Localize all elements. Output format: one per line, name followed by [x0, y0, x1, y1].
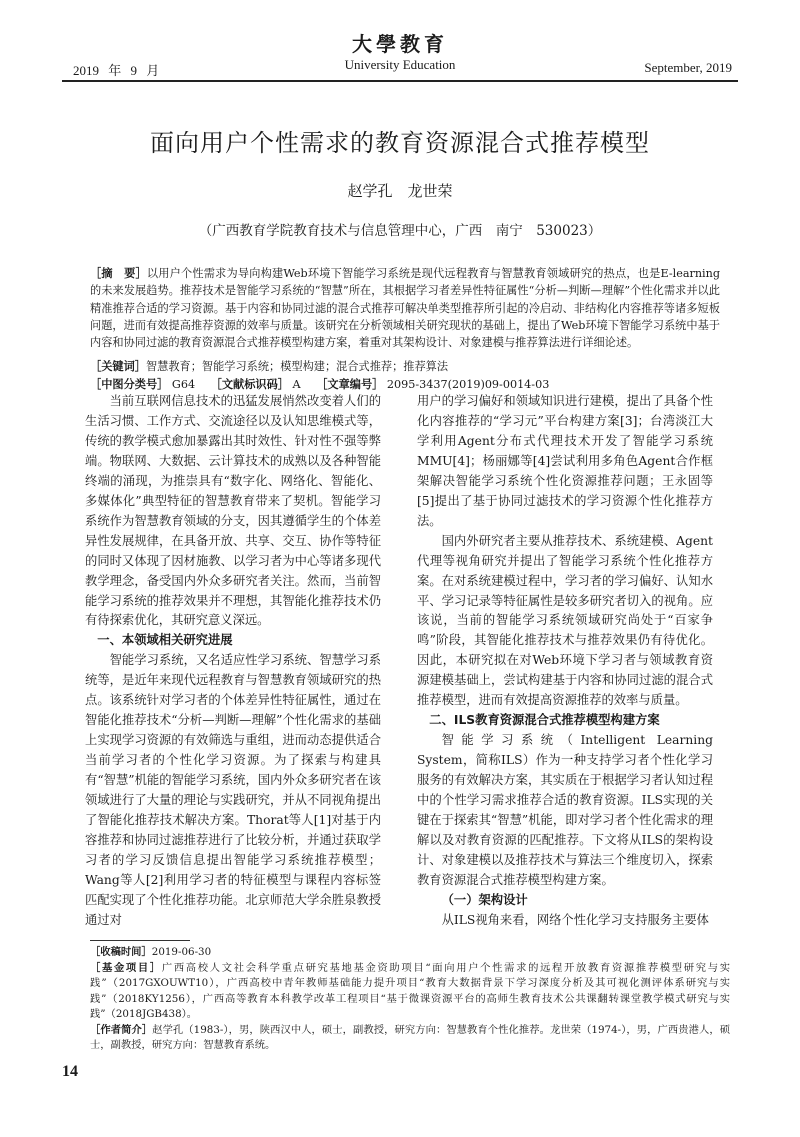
page-number: 14: [62, 1063, 78, 1080]
subsection-heading: （一）架构设计: [441, 892, 528, 907]
article-title: 面向用户个性需求的教育资源混合式推荐模型: [150, 129, 650, 157]
paragraph: 国内外研究者主要从推荐技术、系统建模、Agent代理等视角研究并提出了智能学习系统个性化推荐方案。在对系统建模过程中，学习者的学习偏好、认知水平、学习记录等特征属性是较多研究者切入的视角。应该说，当前的智能学习系统领域研究尚处于“百家争鸣”阶段，其智能化推荐技术与推荐效果仍有待优化。因此，本研究拟在对Web环境下学习者与领域教育资源建模基础上，尝试构建基于内容和协同过滤的混合式推荐模型，进而有效提高资源推荐的效率与质量。: [417, 533, 713, 708]
paragraph: 当前互联网信息技术的迅猛发展悄然改变着人们的生活习惯、工作方式、交流途径以及认知思维模式等，传统的教学模式愈加暴露出其时效性、针对性不强等弊端。物联网、大数据、云计算技术的成熟以及各种智能终端的涌现，为推崇具有“数字化、网络化、智能化、多媒体化”典型特征的智慧教育带来了契机。智能学习系统作为智慧教育领域的分支，因其遵循学生的个体差异性发展规律，在具备开放、共享、交互、协作等特征的同时又体现了因材施教、以学习者为中心等诸多现代教学理念，备受国内外众多研究者关注。然而，当前智能学习系统的推荐效果并不理想，其智能化推荐技术仍有待探索优化，其研究意义深远。: [85, 394, 381, 628]
abstract-text: 以用户个性需求为导向构建Web环境下智能学习系统是现代远程教育与智慧教育领域研究的热点，也是E-learning的未来发展趋势。推荐技术是智能学习系统的“智慧”所在，其根据学习者差异性特征属性“分析—判断—理解”个性化需求并以此精准推荐合适的学习资源。基于内容和协同过滤的混合式推荐可解决单类型推荐所引起的冷启动、非结构化内容推荐等诸多短板问题，进而有效提高推荐资源的效率与质量。该研究在分析领域相关研究现状的基础上，提出了Web环境下智能学习系统中基于内容和协同过滤的教育资源混合式推荐模型构建方案，着重对其架构设计、对象建模与推荐算法进行详细论述。: [90, 267, 720, 350]
doccode-label: ［文献标识码］: [210, 378, 289, 391]
articleno-label: ［文章编号］: [316, 378, 384, 391]
abstract-label: ［摘 要］: [90, 267, 147, 280]
paragraph: 从ILS视角来看，网络个性化学习支持服务主要体: [441, 912, 709, 927]
keywords-label: ［关键词］: [90, 360, 146, 373]
journal-logo: 大學教育: [352, 32, 448, 56]
journal-english-name: University Education: [344, 57, 456, 72]
paragraph: 用户的学习偏好和领域知识进行建模，提出了具备个性化内容推荐的“学习元”平台构建方案[3]；台湾淡江大学利用Agent分布式代理技术开发了智能学习系统MMU[4]；杨丽娜等[4]尝试利用多角色Agent合作框架解决智能学习系统个性化资源推荐问题；王永固等[5]提出了基于协同过滤技术的学习资源个性化推荐方法。: [417, 394, 713, 528]
author-bio-label: ［作者简介］: [90, 1023, 153, 1036]
section-heading: 一、本领域相关研究进展: [97, 633, 233, 648]
header-rule: [62, 80, 738, 82]
keywords-text: 智慧教育；智能学习系统；模型构建；混合式推荐；推荐算法: [145, 360, 449, 373]
abstract-block: [90, 265, 720, 351]
body-column-left: [85, 392, 381, 931]
issue-date-english: September, 2019: [644, 60, 732, 75]
doccode-value: A: [292, 378, 301, 391]
footnote-rule: [90, 940, 190, 941]
paragraph: 智能学习系统，又名适应性学习系统、智慧学习系统等，是近年来现代远程教育与智慧教育领域研究的热点。该系统针对学习者的个体差异性特征属性，通过在智能化推荐技术“分析—判断—理解”个性化需求的基础上实现学习资源的有效筛选与重组，进而动态提供适合当前学习者的个性化学习资源。为了探索与构建具有“智慧”机能的智能学习系统，国内外众多研究者在该领域进行了大量的理论与实践研究，并从不同视角提出了智能化推荐技术解决方案。Thorat等人[1]对基于内容推荐和协同过滤推荐进行了比较分析，并通过获取学习者的学习反馈信息提出智能学习系统推荐模型；Wang等人[2]利用学习者的特征模型与课程内容标签匹配实现了个性化推荐功能。北京师范大学余胜泉教授通过对: [85, 653, 381, 927]
fund-text: 广西高校人文社会科学重点研究基地基金资助项目“面向用户个性需求的远程开放教育资源推荐模型研究与实践”（2017GXOUWT10），广西高校中青年教师基础能力提升项目“教育大数据背景下学习深度分析及其可视化测评体系研究与实践”（2018KY1256），广西高等教育本科教学改革工程项目“基于微课资源平台的高师生教育技术公共课翻转课堂教学模式研究与实践”（2018JGB438）。: [90, 961, 730, 1020]
clc-label: ［中图分类号］: [90, 378, 169, 391]
paragraph: 智能学习系统（Intelligent Learning System，简称ILS）作为一种支持学习者个性化学习服务的有效解决方案，其实质在于根据学习者认知过程中的个性学习需求推荐合适的教育资源。ILS实现的关键在于探索其“智慧”机能，即对学习者个性化需求的理解以及对教育资源的匹配推荐。下文将从ILS的架构设计、对象建模以及推荐技术与算法三个维度切入，探索教育资源混合式推荐模型构建方案。: [417, 733, 713, 887]
classification-line: [90, 376, 730, 392]
author-bio-text: 赵学孔（1983-），男，陕西汉中人，硕士，副教授，研究方向：智慧教育个性化推荐。龙世荣（1974-），男，广西贵港人，硕士，副教授，研究方向：智慧教育系统。: [90, 1023, 730, 1051]
body-column-right: [417, 392, 713, 931]
clc-value: G64: [171, 378, 196, 391]
author-affiliation: （广西教育学院教育技术与信息管理中心，广西 南宁 530023）: [198, 223, 602, 239]
keywords-block: [90, 358, 720, 374]
fund-label: ［基金项目］: [90, 961, 162, 974]
issue-date-chinese: 2019 年 9 月: [73, 63, 160, 78]
articleno-value: 2095-3437(2019)09-0014-03: [386, 378, 550, 391]
received-label: ［收稿时间］: [90, 946, 152, 958]
section-heading: 二、ILS教育资源混合式推荐模型构建方案: [429, 713, 660, 728]
received-date: 2019-06-30: [151, 946, 212, 958]
article-authors: 赵学孔 龙世荣: [347, 182, 453, 200]
footnotes: [90, 945, 730, 1054]
